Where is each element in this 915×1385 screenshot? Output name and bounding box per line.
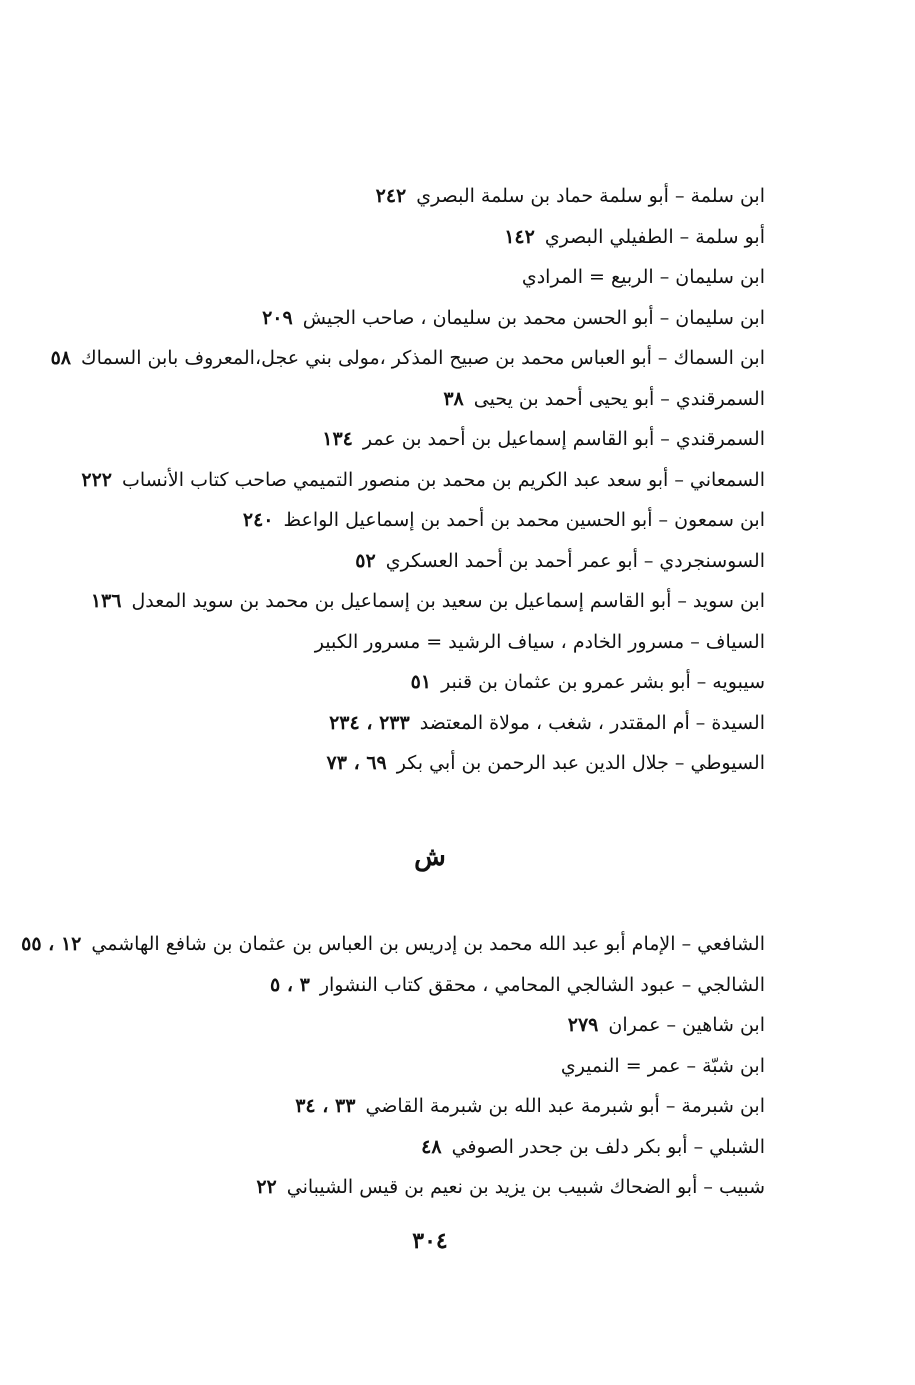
index-entry (75, 298, 765, 339)
entry-pages: ٣ ، ٥ (270, 973, 310, 996)
entry-pages: ٢٤٢ (375, 185, 407, 207)
entry-name: ابن سويد – أبو القاسم إسماعيل بن سعيد بن إسماعيل بن محمد بن سويد المعدل (131, 590, 765, 612)
entry-pages: ٢٠٩ (262, 306, 293, 329)
index-entry (75, 703, 765, 744)
index-entry (75, 965, 765, 1006)
entry-name: السوسنجردي – أبو عمر أحمد بن أحمد العسكري (385, 549, 765, 572)
entry-name: السيوطي – جلال الدين عبد الرحمن بن أبي بكر (396, 752, 765, 774)
index-entry (75, 1046, 765, 1087)
index-entry (50, 338, 765, 379)
index-entry (75, 1005, 765, 1046)
entry-name: ابن شبرمة – أبو شبرمة عبد الله بن شبرمة القاضي (365, 1095, 765, 1117)
entry-name: ابن السماك – أبو العباس محمد بن صبيح المذكر ،مولى بني عجل،المعروف بابن السماك (81, 347, 765, 369)
entry-pages: ١٣٦ (90, 590, 122, 612)
entry-name: ابن شبّة – عمر = النميري (560, 1054, 765, 1077)
index-section-sin (50, 176, 765, 784)
entry-name: الشبلي – أبو بكر دلف بن جحدر الصوفي (451, 1135, 765, 1158)
index-entry (75, 460, 765, 501)
entry-pages: ٢٧٩ (567, 1014, 599, 1036)
entry-pages: ٥٢ (355, 549, 376, 572)
entry-pages: ٢٣٣ ، ٢٣٤ (329, 711, 410, 734)
entry-pages: ١٤٢ (504, 225, 535, 248)
entry-pages: ٢٢٢ (81, 468, 112, 491)
entry-name: ابن سمعون – أبو الحسين محمد بن أحمد بن إسماعيل الواعظ (283, 509, 765, 531)
entry-name: أبو سلمة – الطفيلي البصري (544, 225, 765, 248)
index-entry (75, 379, 765, 420)
page-number: ٣٠٤ (412, 1228, 448, 1254)
entry-name: السمرقندي – أبو القاسم إسماعيل بن أحمد بن عمر (362, 428, 765, 450)
entry-name: السيدة – أم المقتدر ، شغب ، مولاة المعتضد (419, 711, 765, 734)
entry-pages: ١٢ ، ٥٥ (21, 933, 82, 955)
entry-pages: ٤٨ (421, 1135, 442, 1158)
entry-name: السمعاني – أبو سعد عبد الكريم بن محمد بن منصور التميمي صاحب كتاب الأنساب (122, 468, 765, 491)
entry-name: السمرقندي – أبو يحيى أحمد بن يحيى (473, 387, 765, 410)
index-entry (75, 743, 765, 784)
entry-pages: ٣٣ ، ٣٤ (295, 1095, 356, 1117)
entry-name: ابن شاهين – عمران (608, 1014, 765, 1036)
entry-pages: ١٣٤ (322, 428, 353, 450)
entry-name: سيبويه – أبو بشر عمرو بن عثمان بن قنبر (441, 671, 765, 693)
index-entry (75, 500, 765, 541)
index-entry (75, 217, 765, 258)
index-entry (75, 176, 765, 217)
index-entry (75, 257, 765, 298)
index-entry (75, 541, 765, 582)
letter-heading-shin: ش (414, 842, 446, 872)
entry-name: ابن سليمان – أبو الحسن محمد بن سليمان ، صاحب الجيش (302, 306, 765, 329)
index-entry (75, 1127, 765, 1168)
entry-pages: ٦٩ ، ٧٣ (326, 752, 387, 774)
entry-pages: ٢٤٠ (242, 509, 274, 531)
index-entry (21, 924, 765, 965)
index-entry (75, 622, 765, 663)
index-entry (75, 1167, 765, 1208)
index-section-shin (21, 924, 765, 1208)
index-entry (75, 581, 765, 622)
entry-name: الشافعي – الإمام أبو عبد الله محمد بن إدريس بن العباس بن عثمان بن شافع الهاشمي (91, 933, 765, 955)
entry-pages (305, 631, 315, 653)
entry-pages: ٥١ (410, 671, 432, 693)
entry-name: السياف – مسرور الخادم ، سياف الرشيد = مسرور الكبير (314, 630, 765, 653)
entry-pages: ٥٨ (50, 347, 72, 369)
entry-name: ابن سليمان – الربيع = المرادي (521, 266, 765, 288)
entry-pages: ٢٢ (256, 1176, 277, 1198)
entry-name: الشالجي – عبود الشالجي المحامي ، محقق كتاب النشوار (319, 973, 765, 996)
entry-name: شبيب – أبو الضحاك شبيب بن يزيد بن نعيم بن قيس الشيباني (286, 1176, 765, 1198)
index-entry (75, 419, 765, 460)
index-entry (75, 1086, 765, 1127)
entry-pages (551, 1055, 561, 1077)
entry-pages: ٣٨ (443, 387, 464, 410)
entry-pages (512, 266, 522, 288)
index-entry (75, 662, 765, 703)
entry-name: ابن سلمة – أبو سلمة حماد بن سلمة البصري (416, 185, 765, 207)
